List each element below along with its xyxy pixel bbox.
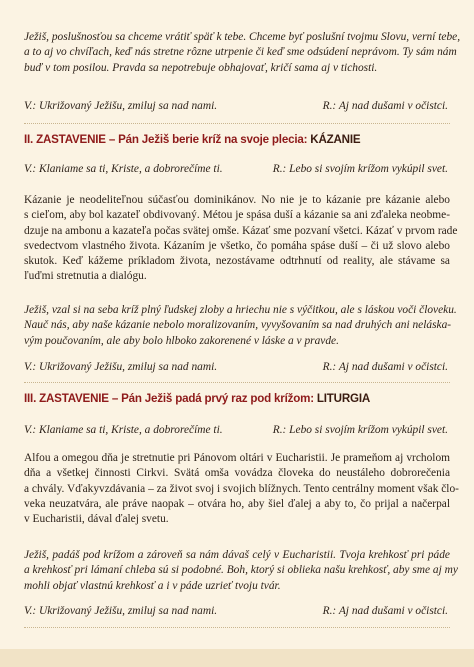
station-dash: – <box>105 133 119 146</box>
response-pair-2 <box>24 163 450 179</box>
text-line: vým poučovaním, ale aby bolo hlboko zakorenené v láske a v pravde. <box>24 334 339 347</box>
prayer-paragraph-3 <box>24 303 457 349</box>
text-line: dňa a všetkej činnosti Cirkvi. Svätá omša vovádza človeka do neustáleho dobrorečenia <box>24 467 450 480</box>
page-bottom-band <box>0 649 474 667</box>
response-pair-3 <box>24 361 450 377</box>
text-line: s cieľom, aby bol kazateľ obdivovaný. Métou je spása duší a kázanie sa ani zďaleka neobme- <box>24 209 450 222</box>
reflection-paragraph-4 <box>24 451 459 527</box>
versicle: V.: Klaniame sa ti, Kriste, a dobrorečíme ti. <box>24 163 223 175</box>
response: R.: Aj nad dušami v očistci. <box>322 605 448 617</box>
station-dash: – <box>108 392 122 405</box>
station-theme: LITURGIA <box>316 392 371 405</box>
station-number: III. ZASTAVENIE <box>24 392 109 405</box>
divider <box>24 123 450 124</box>
versicle: V.: Klaniame sa ti, Kriste, a dobrorečíme ti. <box>24 424 223 436</box>
response: R.: Aj nad dušami v očistci. <box>322 100 448 112</box>
text-line: buď v tom posilou. Pravda sa nepotrebuje obhajovať, kričí sama aj v tichosti. <box>24 61 378 74</box>
station-title: Pán Ježiš berie kríž na svoje plecia: <box>118 133 311 146</box>
station-heading-3 <box>24 392 450 405</box>
text-line: ľuďmi stretnutia a dialógu. <box>24 270 147 283</box>
station-theme: KÁZANIE <box>310 133 361 146</box>
text-line: v Eucharistii, dával ďalej svetu. <box>24 513 169 526</box>
divider <box>24 627 450 628</box>
station-title: Pán Ježiš padá prvý raz pod krížom: <box>121 392 317 405</box>
prayer-page <box>24 30 461 648</box>
prayer-paragraph-5 <box>24 548 458 594</box>
response-pair-5 <box>24 605 450 621</box>
versicle: V.: Ukrižovaný Ježišu, zmiluj sa nad nami. <box>24 100 218 112</box>
divider <box>24 382 450 383</box>
text-line: Ježiš, padáš pod krížom a zároveň sa nám dávaš celý v Eucharistii. Tvoja krehkosť pri páde <box>24 549 450 561</box>
response: R.: Lebo si svojím krížom vykúpil svet. <box>272 424 448 436</box>
text-line: skutok. Keď kážeme príkladom života, nezostávame odtrhnutí od reality, ale stávame sa <box>24 255 450 268</box>
text-line: Ježiš, poslušnosťou sa chceme vrátiť späť k tebe. Chceme byť poslušní tvojmu Slovu, verní tebe, <box>24 31 461 43</box>
text-line: Alfou a omegou dňa je stretnutie pri Pánovom oltári v Eucharistii. Je prameňom aj vrcholom <box>24 452 450 464</box>
text-line: mohli objať vlastnú krehkosť a i v páde uzrieť tvoju tvár. <box>24 579 281 592</box>
versicle: V.: Ukrižovaný Ježišu, zmiluj sa nad nami. <box>24 605 218 617</box>
versicle: V.: Ukrižovaný Ježišu, zmiluj sa nad nami. <box>24 361 218 373</box>
text-line: Ježiš, vzal si na seba kríž plný ľudskej zloby a hriechu nie s výčitkou, ale s láskou voči človeku. <box>24 304 457 316</box>
text-line: Nauč nás, aby naše kázanie nebolo moralizovaním, vyvyšovaním sa nad druhých ani neláska- <box>24 319 452 332</box>
text-line: svedectvom vlastného života. Kázaním je všetko, čo pomáha spáse duší – či už slovo alebo <box>24 239 450 252</box>
prayer-paragraph-1 <box>24 30 461 76</box>
text-line: a krehkosť pri lámaní chleba sú si podobné. Boh, ktorý si oblieka našu krehkosť, aby sme aj my <box>24 564 458 577</box>
text-line: Kázanie je neodeliteľnou súčasťou dominikánov. No nie je to kázanie pre kázanie alebo <box>24 194 450 206</box>
response: R.: Lebo si svojím krížom vykúpil svet. <box>272 163 448 175</box>
text-line: veka neuzatvára, ale práve naopak – otvára ho, aby šiel ďalej a aby to, čo prijal a načerpal <box>24 497 450 510</box>
reflection-paragraph-2 <box>24 193 458 285</box>
text-line: a chvály. Vďakyvzdávania – za život svoj i svojich blížnych. Tento centrálny moment však člo- <box>24 482 459 495</box>
station-number: II. ZASTAVENIE <box>24 133 106 146</box>
text-line: a to aj vo chvíľach, keď nás stretne rôzne utrpenie či keď sme odsúdení neprávom. Ty sám nám <box>24 46 457 59</box>
response-pair-4 <box>24 424 450 440</box>
text-line: dzuje na ambonu a kazateľa počas svätej omše. Kázať sme pozvaní všetci. Kázať v prvom rade <box>24 224 458 237</box>
response: R.: Aj nad dušami v očistci. <box>322 361 448 373</box>
station-heading-2 <box>24 133 450 146</box>
response-pair-1 <box>24 100 450 116</box>
